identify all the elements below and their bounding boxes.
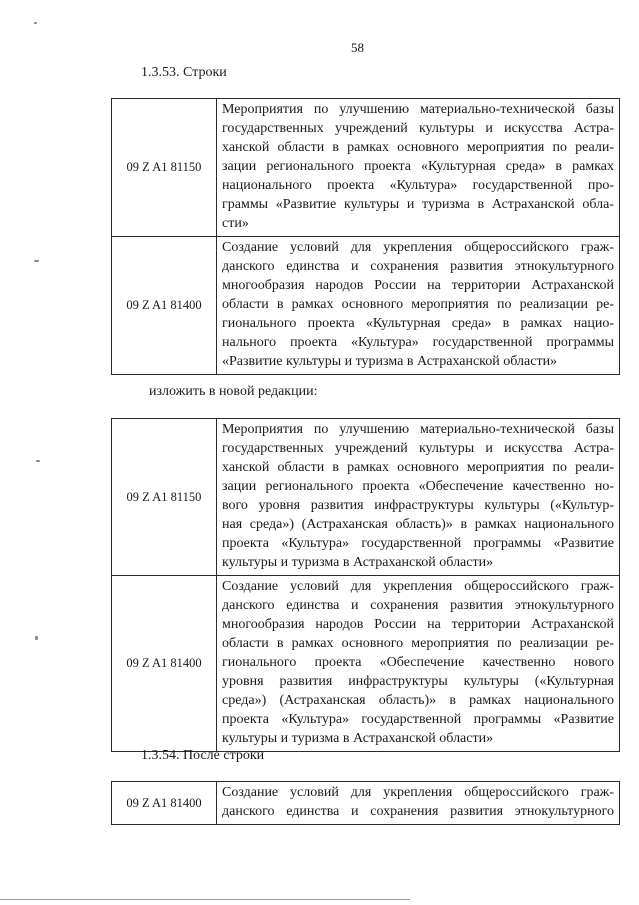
description-line: уровня развития инфраструктуры культуры («Культурная bbox=[222, 674, 614, 689]
table-row bbox=[112, 576, 620, 752]
scan-edge-line bbox=[0, 899, 410, 900]
table-row bbox=[112, 782, 620, 825]
table-after-row bbox=[111, 781, 620, 825]
scan-speck bbox=[34, 260, 39, 262]
row-description bbox=[217, 576, 620, 752]
description-line: вого уровня развития инфраструктуры культуры («Культур- bbox=[222, 498, 614, 513]
description-line: государственных учреждений культуры и искусства Астра- bbox=[222, 441, 614, 456]
description-line: Создание условий для укрепления общероссийского граж- bbox=[222, 579, 614, 594]
scan-speck bbox=[36, 460, 40, 462]
description-line: области в рамках основного мероприятия по реализации ре- bbox=[222, 297, 614, 312]
table-row bbox=[112, 419, 620, 576]
description-line: гионального проекта «Культурная среда» в рамках нацио- bbox=[222, 316, 614, 331]
description-line: ханской области в рамках основного мероприятия по реали- bbox=[222, 460, 614, 475]
description-line: гионального проекта «Обеспечение качественно нового bbox=[222, 655, 614, 670]
description-line: данского единства и сохранения развития этнокультурного bbox=[222, 598, 614, 613]
description-line: государственных учреждений культуры и искусства Астра- bbox=[222, 121, 614, 136]
row-description bbox=[217, 237, 620, 375]
row-code: 09 Z A1 81400 bbox=[112, 782, 217, 825]
description-line: сти» bbox=[222, 216, 249, 231]
row-code: 09 Z A1 81400 bbox=[112, 237, 217, 375]
description-line: данского единства и сохранения развития этнокультурного bbox=[222, 259, 614, 274]
section-heading-1-3-54: 1.3.54. После строки bbox=[141, 748, 265, 763]
description-line: ханской области в рамках основного мероприятия по реали- bbox=[222, 140, 614, 155]
description-line: «Развитие культуры и туризма в Астраханской области» bbox=[222, 354, 558, 369]
description-line: нального проекта «Культура» государственной программы bbox=[222, 335, 614, 350]
row-code: 09 Z A1 81400 bbox=[112, 576, 217, 752]
table-new-rows bbox=[111, 418, 620, 752]
instruction-text: изложить в новой редакции: bbox=[149, 384, 318, 399]
description-line: культуры и туризма в Астраханской области» bbox=[222, 555, 494, 570]
row-description bbox=[217, 99, 620, 237]
description-line: Мероприятия по улучшению материально-технической базы bbox=[222, 422, 614, 437]
description-line: многообразия народов России на территории Астраханской bbox=[222, 617, 614, 632]
page-number: 58 bbox=[351, 40, 364, 55]
description-line: многообразия народов России на территории Астраханской bbox=[222, 278, 614, 293]
table-row bbox=[112, 237, 620, 375]
table-row bbox=[112, 99, 620, 237]
description-line: граммы «Развитие культуры и туризма в Астраханской обла- bbox=[222, 197, 614, 212]
description-line: культуры и туризма в Астраханской области» bbox=[222, 731, 494, 746]
row-code: 09 Z A1 81150 bbox=[112, 419, 217, 576]
description-line: среда») (Астраханская область)» в рамках национального bbox=[222, 693, 614, 708]
description-line: данского единства и сохранения развития этнокультурного bbox=[222, 804, 614, 819]
description-line: Создание условий для укрепления общероссийского граж- bbox=[222, 240, 614, 255]
row-code: 09 Z A1 81150 bbox=[112, 99, 217, 237]
description-line: Мероприятия по улучшению материально-технической базы bbox=[222, 102, 614, 117]
table-old-rows bbox=[111, 98, 620, 375]
scan-speck bbox=[35, 636, 38, 640]
description-line: зации регионального проекта «Обеспечение качественно но- bbox=[222, 479, 614, 494]
description-line: области в рамках основного мероприятия по реализации ре- bbox=[222, 636, 614, 651]
description-line: ная среда») (Астраханская область)» в рамках национального bbox=[222, 517, 614, 532]
description-line: проекта «Культура» государственной программы «Развитие bbox=[222, 536, 614, 551]
row-description bbox=[217, 419, 620, 576]
scan-speck bbox=[34, 22, 37, 24]
description-line: национального проекта «Культура» государственной про- bbox=[222, 178, 614, 193]
description-line: Создание условий для укрепления общероссийского граж- bbox=[222, 785, 614, 800]
row-description bbox=[217, 782, 620, 825]
section-heading-1-3-53: 1.3.53. Строки bbox=[141, 65, 227, 80]
description-line: проекта «Культура» государственной программы «Развитие bbox=[222, 712, 614, 727]
description-line: зации регионального проекта «Культурная среда» в рамках bbox=[222, 159, 614, 174]
